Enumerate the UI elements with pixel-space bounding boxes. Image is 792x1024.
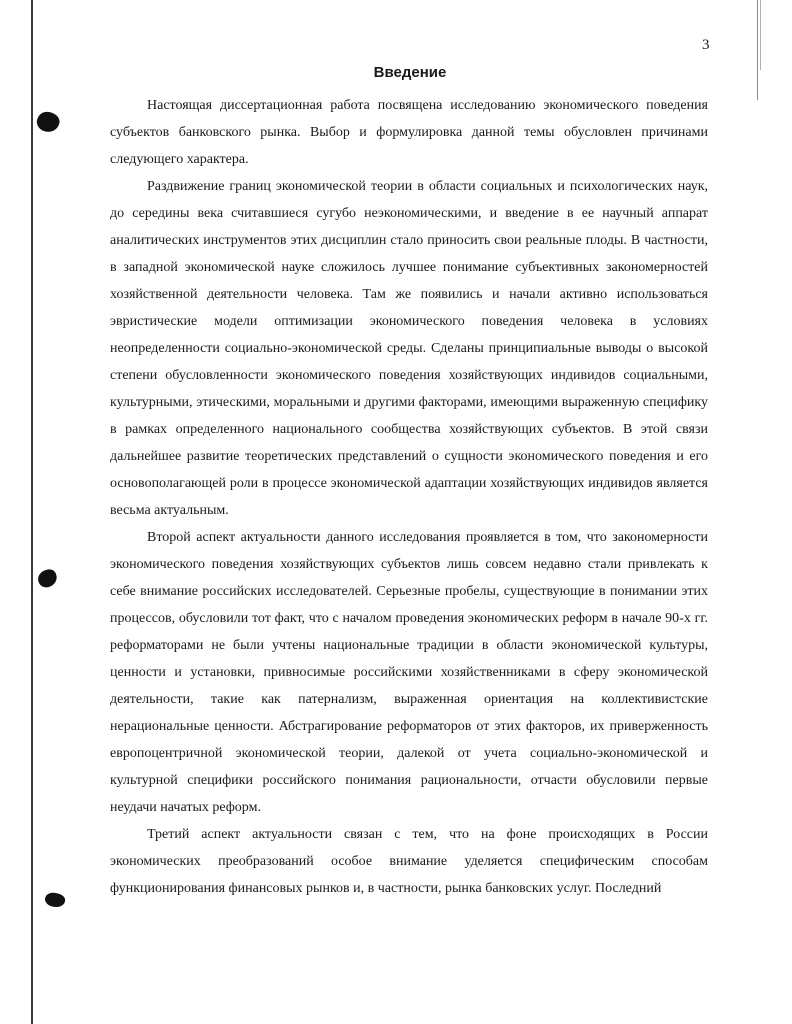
hole-punch-mark-middle <box>36 567 60 589</box>
scan-edge-right-faint <box>760 0 761 70</box>
hole-punch-mark-bottom <box>44 891 67 910</box>
scan-edge-right <box>757 0 758 100</box>
paragraph-second-aspect: Второй аспект актуальности данного исследования проявляется в том, что закономерности экономического поведения хозяйствующих субъектов лишь совсем недавно стали привлекать к себе внимание российских исследователей. Серьезные пробелы, существующие в понимании этих процессов, обусловили тот факт, что с началом проведения экономических реформ в начале 90-х гг. реформаторами не были учтены национальные традиции в области экономической культуры, ценности и установки, привносимые российскими хозяйственниками в сферу экономической деятельности, такие как патернализм, выраженная ориентация на коллективистские нерациональные ценности. Абстрагирование реформаторов от этих факторов, их приверженность европоцентричной экономической теории, далекой от учета социально-экономической и культурной специфики российского понимания рациональности, отчасти обусловили первые неудачи начатых реформ. <box>110 530 708 815</box>
scan-edge-left <box>31 0 33 1024</box>
page-number: 3 <box>702 37 710 53</box>
hole-punch-mark-top <box>34 108 62 135</box>
paragraph-third-aspect: Третий аспект актуальности связан с тем, что на фоне происходящих в России экономических преобразований особое внимание уделяется специфическим способам функционирования финансовых рынков и, в частности, рынка банковских услуг. Последний <box>110 827 708 896</box>
body-text <box>110 92 708 902</box>
paragraph-first-aspect: Раздвижение границ экономической теории в области социальных и психологических наук, до середины века считавшиеся сугубо неэкономическими, и введение в ее научный аппарат аналитических инструментов этих дисциплин стало приносить свои реальные плоды. В частности, в западной экономической науке сложилось лучшее понимание субъективных закономерностей хозяйственной деятельности человека. Там же появились и начали активно использоваться эвристические модели оптимизации экономического поведения человека в условиях неопределенности социально-экономической среды. Сделаны принципиальные выводы о высокой степени обусловленности экономического поведения хозяйствующих индивидов социальными, культурными, этическими, моральными и другими факторами, имеющими выраженную специфику в рамках определенного национального сообщества хозяйствующих субъектов. В этой связи дальнейшее развитие теоретических представлений о сущности экономического поведения и его основополагающей роли в процессе экономической адаптации хозяйствующих индивидов является весьма актуальным. <box>110 179 708 518</box>
paragraph-intro: Настоящая диссертационная работа посвящена исследованию экономического поведения субъектов банковского рынка. Выбор и формулировка данной темы обусловлен причинами следующего характера. <box>110 98 708 167</box>
section-title: Введение <box>373 64 447 81</box>
